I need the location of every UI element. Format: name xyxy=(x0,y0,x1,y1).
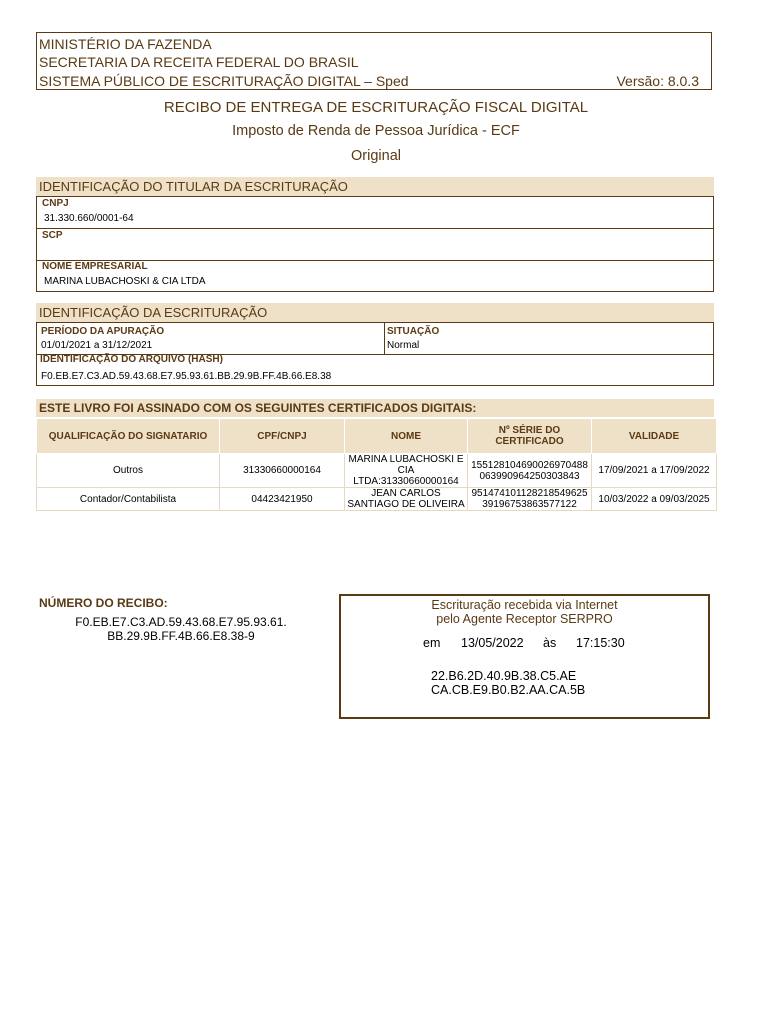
cpf-cnpj-cell: 04423421950 xyxy=(220,488,345,511)
column-header: NOME xyxy=(345,419,468,454)
periodo-label: PERÍODO DA APURAÇÃO xyxy=(41,326,165,337)
recebimento-date: 13/05/2022 xyxy=(461,636,524,650)
certificados-section-title: ESTE LIVRO FOI ASSINADO COM OS SEGUINTES CERTIFICADOS DIGITAIS: xyxy=(36,399,714,417)
recebimento-code2: CA.CB.E9.B0.B2.AA.CA.5B xyxy=(431,683,586,697)
cnpj-value: 31.330.660/0001-64 xyxy=(44,213,134,224)
secretariat-name: SECRETARIA DA RECEITA FEDERAL DO BRASIL xyxy=(39,54,359,70)
titular-box xyxy=(36,196,714,292)
divider xyxy=(37,228,713,229)
hash-value: F0.EB.E7.C3.AD.59.43.68.E7.95.93.61.BB.29.9B.FF.4B.66.E8.38 xyxy=(41,371,332,382)
document-subtitle: Imposto de Renda de Pessoa Jurídica - ECF xyxy=(232,123,520,139)
nome-cell: JEAN CARLOS SANTIAGO DE OLIVEIRA xyxy=(345,488,468,511)
titular-section-title: IDENTIFICAÇÃO DO TITULAR DA ESCRITURAÇÃO xyxy=(36,177,714,196)
nome-cell: MARINA LUBACHOSKI E CIA LTDA:31330660000164 xyxy=(345,454,468,488)
as-label: às xyxy=(543,636,557,650)
divider xyxy=(384,323,385,354)
qualificacao-cell: Contador/Contabilista xyxy=(37,488,220,511)
periodo-value: 01/01/2021 a 31/12/2021 xyxy=(41,340,153,351)
column-header: QUALIFICAÇÃO DO SIGNATARIO xyxy=(37,419,220,454)
situacao-label: SITUAÇÃO xyxy=(387,326,440,337)
em-label: em xyxy=(423,636,441,650)
document-kind: Original xyxy=(351,148,401,164)
recebimento-line1: Escrituração recebida via Internet xyxy=(431,598,618,612)
serie-cell: 951474101128218549625 39196753863577122 xyxy=(468,488,592,511)
version-label: Versão: 8.0.3 xyxy=(616,73,699,89)
recebimento-code1: 22.B6.2D.40.9B.38.C5.AE xyxy=(431,669,577,683)
table-row xyxy=(37,454,717,488)
recebimento-time: 17:15:30 xyxy=(576,636,625,650)
system-name: SISTEMA PÚBLICO DE ESCRITURAÇÃO DIGITAL – Sped xyxy=(39,73,409,89)
recebimento-line2: pelo Agente Receptor SERPRO xyxy=(436,612,613,626)
numero-recibo-line1: F0.EB.E7.C3.AD.59.43.68.E7.95.93.61. xyxy=(75,615,287,629)
recebimento-box xyxy=(339,594,710,719)
document-title: RECIBO DE ENTREGA DE ESCRITURAÇÃO FISCAL DIGITAL xyxy=(163,99,589,116)
scp-label: SCP xyxy=(42,230,63,241)
header-box xyxy=(36,32,712,90)
column-header: CPF/CNPJ xyxy=(220,419,345,454)
escrituracao-section-title: IDENTIFICAÇÃO DA ESCRITURAÇÃO xyxy=(36,303,714,322)
column-header: VALIDADE xyxy=(592,419,717,454)
validade-cell: 17/09/2021 a 17/09/2022 xyxy=(592,454,717,488)
table-row xyxy=(37,488,717,511)
ministry-name: MINISTÉRIO DA FAZENDA xyxy=(39,36,212,52)
numero-recibo-label: NÚMERO DO RECIBO: xyxy=(39,596,168,610)
cnpj-label: CNPJ xyxy=(42,198,69,209)
cpf-cnpj-cell: 31330660000164 xyxy=(220,454,345,488)
validade-cell: 10/03/2022 a 09/03/2025 xyxy=(592,488,717,511)
qualificacao-cell: Outros xyxy=(37,454,220,488)
nome-empresarial-value: MARINA LUBACHOSKI & CIA LTDA xyxy=(44,276,206,287)
nome-empresarial-label: NOME EMPRESARIAL xyxy=(42,261,148,272)
table-header-row xyxy=(37,419,717,454)
serie-cell: 155128104690026970488 063990964250303843 xyxy=(468,454,592,488)
escrituracao-box xyxy=(36,322,714,386)
column-header: Nº SÉRIE DO CERTIFICADO xyxy=(468,419,592,454)
certificados-table xyxy=(36,418,717,511)
situacao-value: Normal xyxy=(387,340,420,351)
numero-recibo-line2: BB.29.9B.FF.4B.66.E8.38-9 xyxy=(107,629,255,643)
hash-label: IDENTIFICAÇÃO DO ARQUIVO (HASH) xyxy=(40,354,223,365)
